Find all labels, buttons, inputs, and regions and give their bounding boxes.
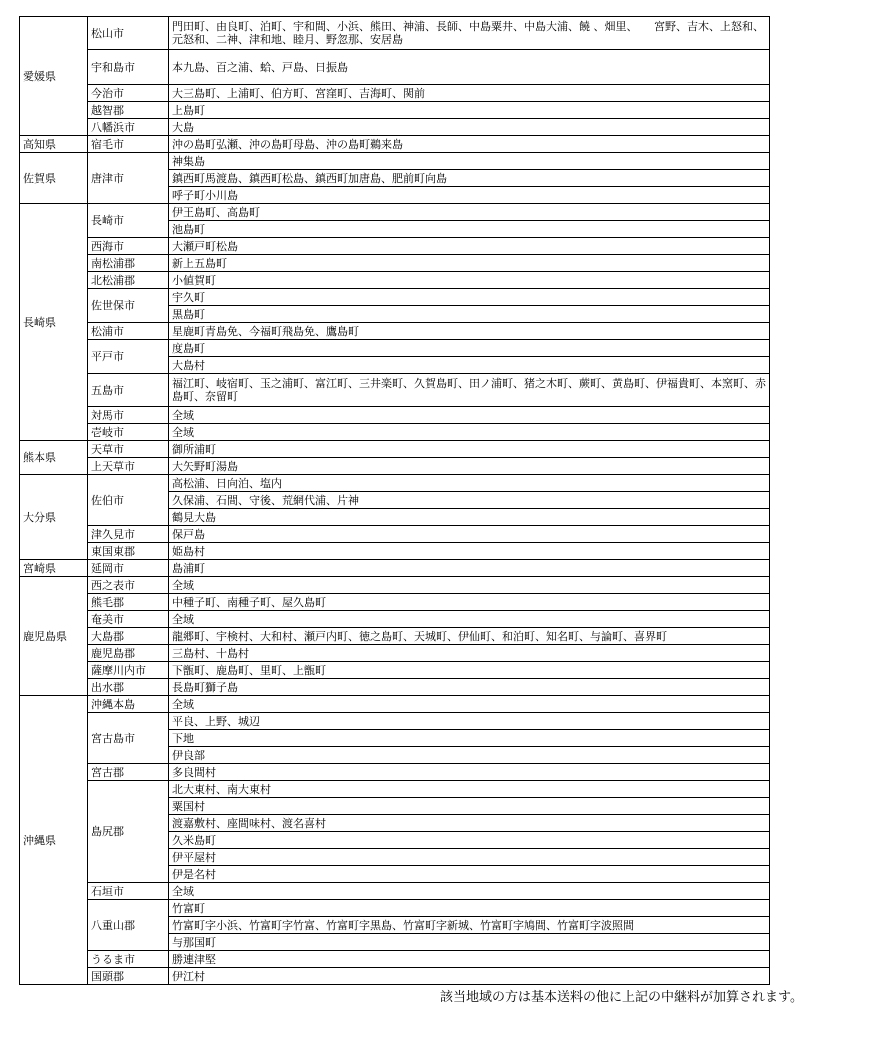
area-cell: 島浦町 bbox=[169, 560, 770, 577]
table-row bbox=[20, 543, 770, 560]
table-row bbox=[20, 679, 770, 696]
city-cell: 石垣市 bbox=[88, 883, 169, 900]
area-cell: 全域 bbox=[169, 696, 770, 713]
area-cell: 大三島町、上浦町、伯方町、宮窪町、吉海町、関前 bbox=[169, 85, 770, 102]
area-cell: 粟国村 bbox=[169, 798, 770, 815]
table-row bbox=[20, 323, 770, 340]
area-cell: 宇久町 bbox=[169, 289, 770, 306]
table-row bbox=[20, 424, 770, 441]
prefecture-cell: 宮崎県 bbox=[20, 560, 88, 577]
table-row bbox=[20, 407, 770, 424]
area-cell: 久米島町 bbox=[169, 832, 770, 849]
area-cell: 平良、上野、城辺 bbox=[169, 713, 770, 730]
city-cell: 大島郡 bbox=[88, 628, 169, 645]
table-row bbox=[20, 594, 770, 611]
area-cell: 多良間村 bbox=[169, 764, 770, 781]
city-cell: 島尻郡 bbox=[88, 781, 169, 883]
area-cell: 大瀬戸町松島 bbox=[169, 238, 770, 255]
city-cell: 南松浦郡 bbox=[88, 255, 169, 272]
city-cell: 奄美市 bbox=[88, 611, 169, 628]
city-cell: 東国東郡 bbox=[88, 543, 169, 560]
city-cell: 松山市 bbox=[88, 17, 169, 50]
city-cell: うるま市 bbox=[88, 951, 169, 968]
city-cell: 国頭郡 bbox=[88, 968, 169, 985]
table-row bbox=[20, 204, 770, 221]
area-cell: 竹富町字小浜、竹富町字竹富、竹富町字黒島、竹富町字新城、竹富町字鳩間、竹富町字波照間 bbox=[169, 917, 770, 934]
area-cell: 全域 bbox=[169, 577, 770, 594]
area-cell: 伊平屋村 bbox=[169, 849, 770, 866]
table-row bbox=[20, 238, 770, 255]
table-row bbox=[20, 560, 770, 577]
area-cell: 門田町、由良町、泊町、宇和間、小浜、熊田、神浦、長師、中島粟井、中島大浦、饒 、畑里、 宮野、吉木、上怒和、元怒和、二神、津和地、睦月、野忽那、安居島 bbox=[169, 17, 770, 50]
prefecture-cell: 熊本県 bbox=[20, 441, 88, 475]
table-row bbox=[20, 475, 770, 492]
relay-fee-area-table bbox=[19, 16, 770, 985]
area-cell: 伊是名村 bbox=[169, 866, 770, 883]
table-row bbox=[20, 458, 770, 475]
relay-fee-note: 該当地域の方は基本送料の他に上記の中継料が加算されます。 bbox=[440, 990, 803, 1005]
area-cell: 伊江村 bbox=[169, 968, 770, 985]
area-cell: 長島町獅子島 bbox=[169, 679, 770, 696]
table-row bbox=[20, 50, 770, 85]
area-cell: 保戸島 bbox=[169, 526, 770, 543]
area-cell: 全域 bbox=[169, 424, 770, 441]
city-cell: 西之表市 bbox=[88, 577, 169, 594]
prefecture-cell: 長崎県 bbox=[20, 204, 88, 441]
table-row bbox=[20, 696, 770, 713]
area-cell: 勝連津堅 bbox=[169, 951, 770, 968]
table-row bbox=[20, 526, 770, 543]
table-row bbox=[20, 883, 770, 900]
area-cell: 与那国町 bbox=[169, 934, 770, 951]
area-cell: 久保浦、石間、守後、荒網代浦、片神 bbox=[169, 492, 770, 509]
area-cell: 姫島村 bbox=[169, 543, 770, 560]
prefecture-cell: 高知県 bbox=[20, 136, 88, 153]
city-cell: 佐世保市 bbox=[88, 289, 169, 323]
table-row bbox=[20, 17, 770, 50]
area-cell: 下甑町、鹿島町、里町、上甑町 bbox=[169, 662, 770, 679]
city-cell: 五島市 bbox=[88, 374, 169, 407]
area-cell: 北大東村、南大東村 bbox=[169, 781, 770, 798]
area-cell: 中種子町、南種子町、屋久島町 bbox=[169, 594, 770, 611]
city-cell: 唐津市 bbox=[88, 153, 169, 204]
city-cell: 佐伯市 bbox=[88, 475, 169, 526]
city-cell: 八重山郡 bbox=[88, 900, 169, 951]
city-cell: 宮古郡 bbox=[88, 764, 169, 781]
area-cell: 黒島町 bbox=[169, 306, 770, 323]
table-row bbox=[20, 441, 770, 458]
city-cell: 平戸市 bbox=[88, 340, 169, 374]
table-row bbox=[20, 662, 770, 679]
table-row bbox=[20, 713, 770, 730]
area-cell: 下地 bbox=[169, 730, 770, 747]
area-cell: 小値賀町 bbox=[169, 272, 770, 289]
prefecture-cell: 鹿児島県 bbox=[20, 577, 88, 696]
area-cell: 三島村、十島村 bbox=[169, 645, 770, 662]
table-row bbox=[20, 340, 770, 357]
table-row bbox=[20, 764, 770, 781]
city-cell: 西海市 bbox=[88, 238, 169, 255]
area-cell: 度島町 bbox=[169, 340, 770, 357]
table-row bbox=[20, 781, 770, 798]
city-cell: 対馬市 bbox=[88, 407, 169, 424]
city-cell: 上天草市 bbox=[88, 458, 169, 475]
table-row bbox=[20, 577, 770, 594]
prefecture-cell: 愛媛県 bbox=[20, 17, 88, 136]
area-cell: 呼子町小川島 bbox=[169, 187, 770, 204]
table-row bbox=[20, 255, 770, 272]
area-cell: 大島 bbox=[169, 119, 770, 136]
table-row bbox=[20, 374, 770, 407]
area-cell: 本九島、百之浦、蛤、戸島、日振島 bbox=[169, 50, 770, 85]
area-cell: 全域 bbox=[169, 407, 770, 424]
city-cell: 宮古島市 bbox=[88, 713, 169, 764]
table-row bbox=[20, 611, 770, 628]
city-cell: 天草市 bbox=[88, 441, 169, 458]
area-cell: 鶴見大島 bbox=[169, 509, 770, 526]
city-cell: 鹿児島郡 bbox=[88, 645, 169, 662]
prefecture-cell: 沖縄県 bbox=[20, 696, 88, 985]
area-cell: 沖の島町弘瀬、沖の島町母島、沖の島町鵜来島 bbox=[169, 136, 770, 153]
area-cell: 御所浦町 bbox=[169, 441, 770, 458]
city-cell: 八幡浜市 bbox=[88, 119, 169, 136]
table-row bbox=[20, 968, 770, 985]
area-cell: 渡嘉敷村、座間味村、渡名喜村 bbox=[169, 815, 770, 832]
city-cell: 松浦市 bbox=[88, 323, 169, 340]
city-cell: 薩摩川内市 bbox=[88, 662, 169, 679]
prefecture-cell: 大分県 bbox=[20, 475, 88, 560]
table-row bbox=[20, 153, 770, 170]
city-cell: 延岡市 bbox=[88, 560, 169, 577]
city-cell: 出水郡 bbox=[88, 679, 169, 696]
area-cell: 竹富町 bbox=[169, 900, 770, 917]
area-cell: 伊王島町、高島町 bbox=[169, 204, 770, 221]
area-cell: 龍郷町、宇検村、大和村、瀬戸内町、徳之島町、天城町、伊仙町、和泊町、知名町、与論町、喜界町 bbox=[169, 628, 770, 645]
table-row bbox=[20, 900, 770, 917]
area-cell: 伊良部 bbox=[169, 747, 770, 764]
table-row bbox=[20, 951, 770, 968]
city-cell: 熊毛郡 bbox=[88, 594, 169, 611]
city-cell: 長崎市 bbox=[88, 204, 169, 238]
prefecture-cell: 佐賀県 bbox=[20, 153, 88, 204]
city-cell: 越智郡 bbox=[88, 102, 169, 119]
area-cell: 鎮西町馬渡島、鎮西町松島、鎮西町加唐島、肥前町向島 bbox=[169, 170, 770, 187]
area-cell: 大島村 bbox=[169, 357, 770, 374]
area-cell: 大矢野町湯島 bbox=[169, 458, 770, 475]
table-row bbox=[20, 136, 770, 153]
area-cell: 星鹿町青島免、今福町飛島免、鷹島町 bbox=[169, 323, 770, 340]
city-cell: 津久見市 bbox=[88, 526, 169, 543]
table-row bbox=[20, 102, 770, 119]
table-row bbox=[20, 289, 770, 306]
table-row bbox=[20, 119, 770, 136]
area-cell: 全域 bbox=[169, 883, 770, 900]
area-cell: 神集島 bbox=[169, 153, 770, 170]
area-cell: 池島町 bbox=[169, 221, 770, 238]
city-cell: 宇和島市 bbox=[88, 50, 169, 85]
city-cell: 沖縄本島 bbox=[88, 696, 169, 713]
table-row bbox=[20, 272, 770, 289]
city-cell: 北松浦郡 bbox=[88, 272, 169, 289]
area-cell: 全域 bbox=[169, 611, 770, 628]
city-cell: 今治市 bbox=[88, 85, 169, 102]
area-cell: 新上五島町 bbox=[169, 255, 770, 272]
area-cell: 福江町、岐宿町、玉之浦町、富江町、三井楽町、久賀島町、田ノ浦町、猪之木町、蕨町、黄島町、伊福貴町、本窯町、赤島町、奈留町 bbox=[169, 374, 770, 407]
city-cell: 壱岐市 bbox=[88, 424, 169, 441]
area-cell: 高松浦、日向泊、塩内 bbox=[169, 475, 770, 492]
table-row bbox=[20, 628, 770, 645]
city-cell: 宿毛市 bbox=[88, 136, 169, 153]
area-cell: 上島町 bbox=[169, 102, 770, 119]
table-row bbox=[20, 645, 770, 662]
table-row bbox=[20, 85, 770, 102]
